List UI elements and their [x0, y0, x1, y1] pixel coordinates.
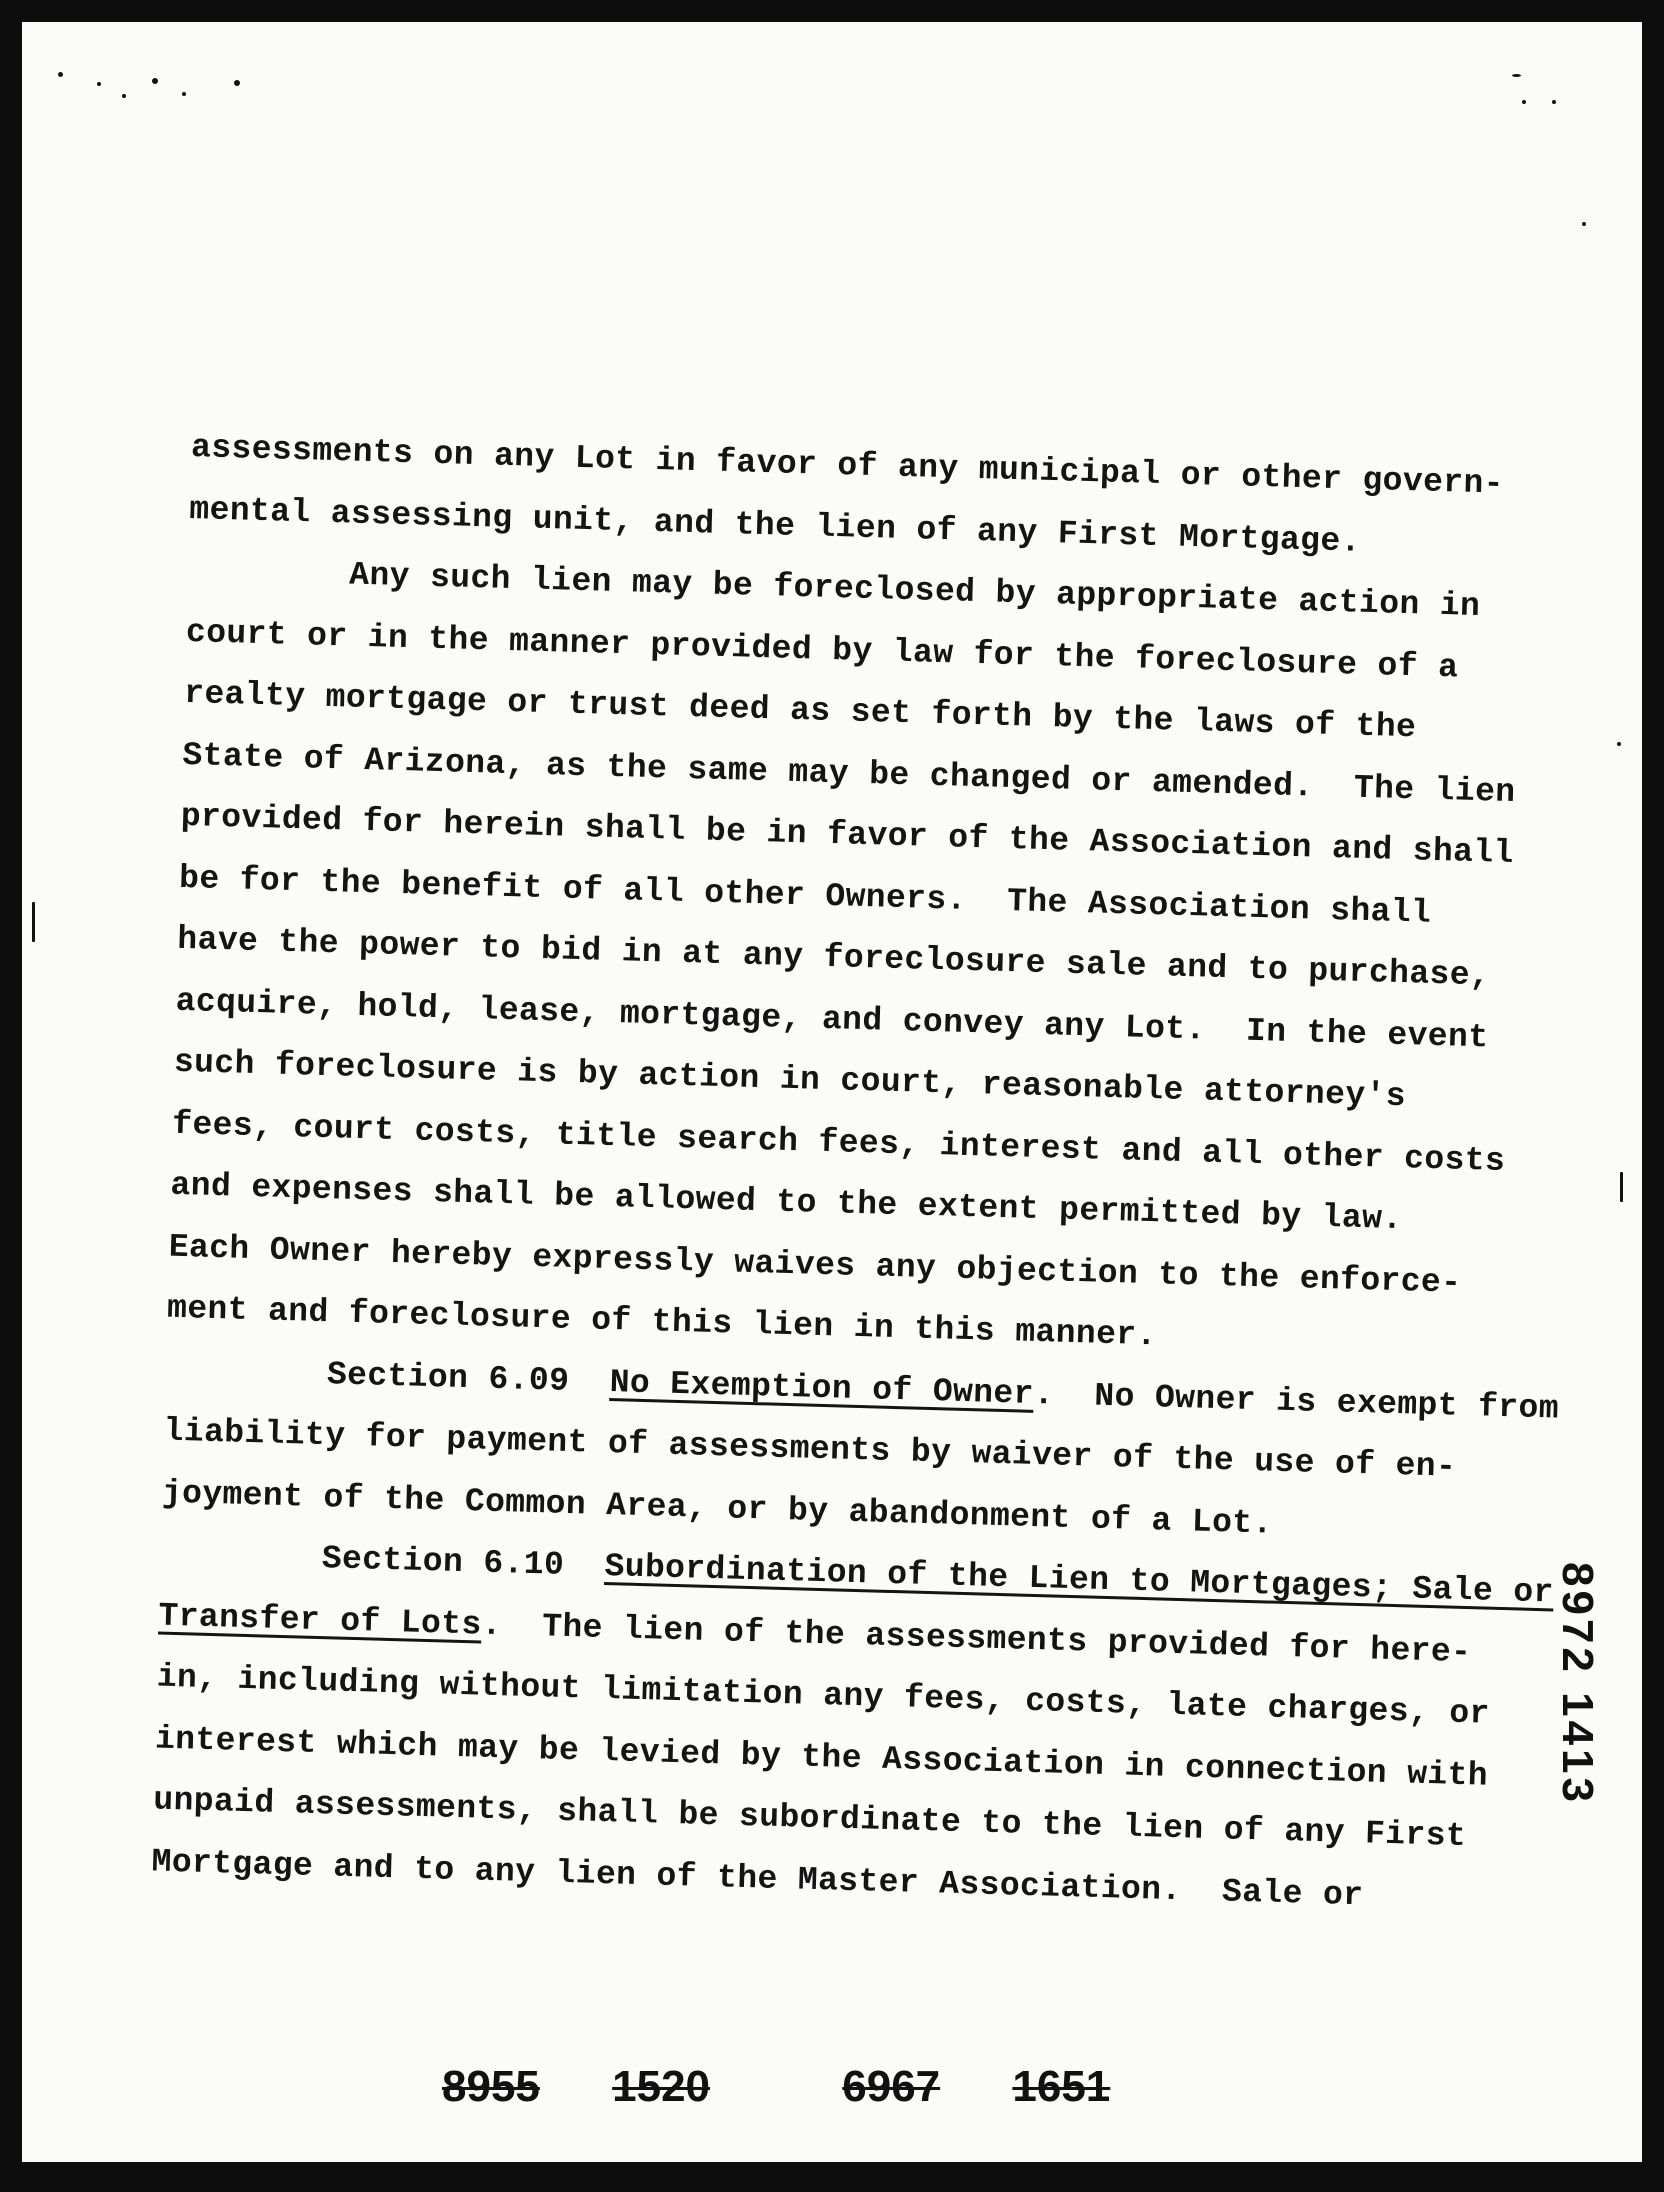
text-line: have the power to bid in at any foreclosure sale and to purchase, — [176, 920, 1491, 995]
text-line: acquire, hold, lease, mortgage, and convey any Lot. In the event — [175, 982, 1489, 1056]
document-page — [22, 22, 1642, 2162]
scan-speck — [234, 80, 240, 86]
section-609-rest: . No Owner is exempt from — [1033, 1375, 1560, 1428]
text-line: Each Owner hereby expressly waives any objection to the enforce- — [168, 1228, 1462, 1302]
text-line: ment and foreclosure of this lien in this manner. — [166, 1289, 1158, 1355]
text-line: such foreclosure is by action in court, reasonable attorney's — [173, 1043, 1407, 1116]
text-line: and expenses shall be allowed to the extent permitted by law. — [170, 1166, 1403, 1239]
text-line: unpaid assessments, shall be subordinate to the lien of any First — [152, 1781, 1467, 1856]
footer-number: 1651 — [1012, 2062, 1111, 2111]
section-610-title-part1: Subordination of the Lien to Mortgages; Sale or — [604, 1547, 1555, 1612]
scan-speck — [152, 78, 158, 84]
section-609-title: No Exemption of Owner — [609, 1363, 1035, 1413]
footer-number: 6967 — [842, 2062, 941, 2111]
section-610-prefix: Section 6.10 — [159, 1535, 606, 1585]
section-609-prefix: Section 6.09 — [164, 1351, 611, 1401]
section-610-rest: . The lien of the assessments provided for here- — [481, 1606, 1472, 1671]
scan-speck — [1522, 100, 1526, 104]
margin-stamp: 8972 1413 — [1553, 1562, 1602, 1806]
text-line: Any such lien may be foreclosed by appropriate action in — [187, 551, 1481, 626]
text-line: court or in the manner provided by law for the foreclosure of a — [185, 613, 1459, 686]
text-line: State of Arizona, as the same may be changed or amended. The lien — [182, 736, 1516, 811]
footer-number: 1520 — [612, 2062, 711, 2111]
scan-speck — [1582, 222, 1586, 226]
body-text — [151, 417, 1632, 1933]
scan-speck — [1512, 74, 1521, 77]
text-line: fees, court costs, title search fees, interest and all other costs — [171, 1105, 1506, 1180]
text-line: be for the benefit of all other Owners. The Association shall — [178, 859, 1432, 932]
text-line: Mortgage and to any lien of the Master Association. Sale or — [151, 1842, 1364, 1914]
scan-speck — [58, 72, 63, 77]
footer-number: 8955 — [442, 2062, 540, 2111]
text-line: assessments on any Lot in favor of any municipal or other govern- — [190, 428, 1505, 503]
footer-numbers — [442, 2062, 1170, 2112]
scan-speck — [97, 82, 101, 86]
scan-speck — [32, 902, 35, 942]
text-line: provided for herein shall be in favor of the Association and shall — [180, 797, 1515, 873]
scan-speck — [1552, 100, 1556, 104]
text-line: liability for payment of assessments by waiver of the use of en- — [163, 1412, 1457, 1486]
scan-speck — [122, 94, 126, 98]
text-line: interest which may be levied by the Association in connection with — [154, 1719, 1489, 1795]
text-line: in, including without limitation any fees, costs, late charges, or — [156, 1658, 1491, 1733]
text-line: realty mortgage or trust deed as set forth by the laws of the — [183, 674, 1417, 747]
text-line: joyment of the Common Area, or by abandonment of a Lot. — [161, 1474, 1274, 1543]
scan-speck — [182, 92, 186, 96]
section-610-title-part2: Transfer of Lots — [158, 1597, 483, 1644]
scan-speck — [1620, 1172, 1623, 1202]
text-line: mental assessing unit, and the lien of any First Mortgage. — [188, 490, 1362, 561]
